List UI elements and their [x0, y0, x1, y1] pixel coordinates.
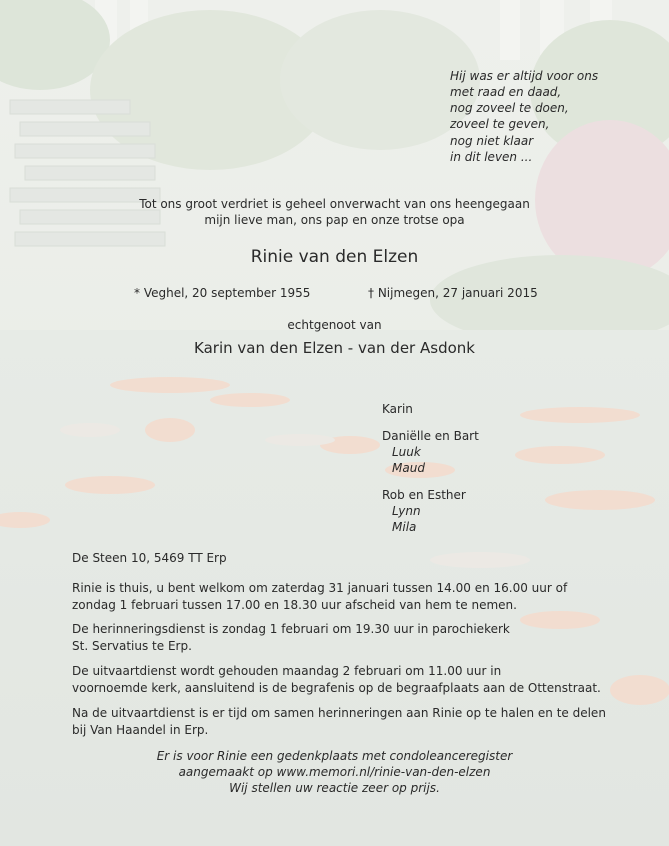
memorial-link-line[interactable]: aangemaakt op www.memori.nl/rinie-van-den-elzen	[178, 765, 491, 779]
paragraph-line: Na de uitvaartdienst is er tijd om samen herinneringen aan Rinie op te halen en te delen	[72, 706, 606, 720]
spouse-label: echtgenoot van	[287, 318, 382, 332]
poem-line: nog zoveel te doen,	[450, 101, 569, 115]
paragraph-line: zondag 1 februari tussen 17.00 en 18.30 uur afscheid van hem te nemen.	[72, 598, 517, 612]
funeral-paragraph	[72, 663, 632, 697]
paragraph-line: bij Van Haandel in Erp.	[72, 723, 209, 737]
paragraph-line: Rinie is thuis, u bent welkom om zaterdag 31 januari tussen 14.00 en 16.00 uur of	[72, 581, 568, 595]
closing-line: Er is voor Rinie een gedenkplaats met condoleanceregister	[156, 749, 513, 763]
gathering-paragraph	[72, 705, 632, 739]
family-child: Daniëlle en Bart	[382, 429, 479, 443]
address: De Steen 10, 5469 TT Erp	[72, 551, 227, 565]
paragraph-line: voornoemde kerk, aansluitend is de begrafenis op de begraafplaats aan de Ottenstraat.	[72, 681, 601, 695]
poem-line: met raad en daad,	[450, 85, 562, 99]
poem-line: nog niet klaar	[450, 134, 534, 148]
paragraph-line: De uitvaartdienst wordt gehouden maandag 2 februari om 11.00 uur in	[72, 664, 502, 678]
family-grandchild: Lynn	[392, 504, 421, 518]
closing-line: Wij stellen uw reactie zeer op prijs.	[229, 781, 440, 795]
intro-line: Tot ons groot verdriet is geheel onverwacht van ons heengegaan	[139, 197, 530, 211]
poem-line: zoveel te geven,	[450, 117, 550, 131]
memorial-service-paragraph	[72, 621, 632, 655]
family-grandchild: Mila	[392, 520, 417, 534]
paragraph-line: St. Servatius te Erp.	[72, 639, 192, 653]
family-child: Rob en Esther	[382, 488, 466, 502]
family-grandchild: Maud	[392, 461, 425, 475]
death-date: † Nijmegen, 27 januari 2015	[368, 286, 538, 300]
family-grandchild: Luuk	[392, 445, 421, 459]
poem-line: in dit leven ...	[450, 150, 533, 164]
deceased-name: Rinie van den Elzen	[250, 247, 419, 267]
poem-line: Hij was er altijd voor ons	[450, 69, 599, 83]
paragraph-line: De herinneringsdienst is zondag 1 februari om 19.30 uur in parochiekerk	[72, 622, 510, 636]
family-wife: Karin	[382, 402, 413, 416]
visiting-paragraph	[72, 580, 632, 614]
birth-date: * Veghel, 20 september 1955	[134, 286, 311, 300]
spouse-name: Karin van den Elzen - van der Asdonk	[194, 339, 475, 357]
intro-line: mijn lieve man, ons pap en onze trotse opa	[204, 213, 465, 227]
